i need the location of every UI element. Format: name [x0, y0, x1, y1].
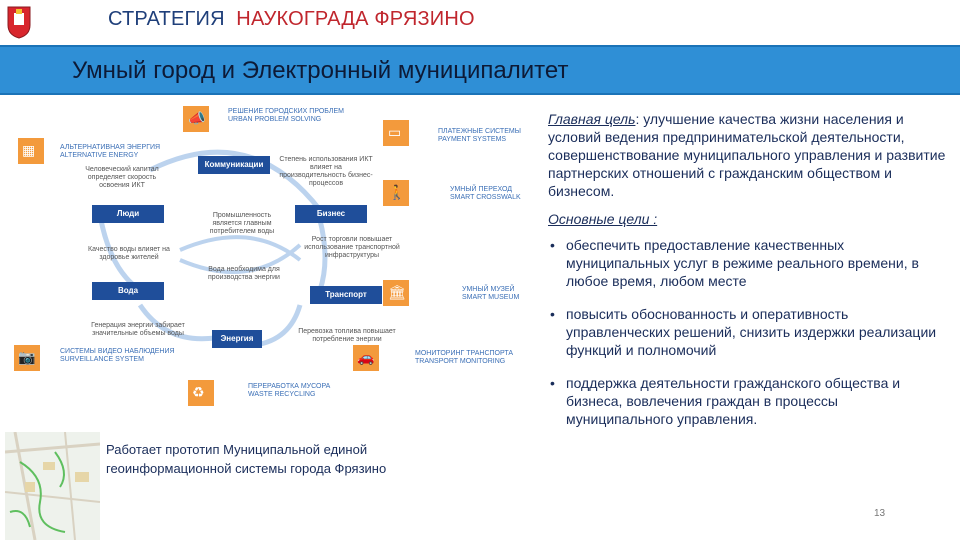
caption-payment [438, 128, 538, 144]
caption-waste [248, 383, 368, 399]
caption-crosswalk-ru: УМНЫЙ ПЕРЕХОД [450, 186, 513, 193]
solar-panel-icon: ▦ [22, 142, 36, 158]
caption-museum-ru: УМНЫЙ МУЗЕЙ [462, 286, 515, 293]
caption-crosswalk [450, 186, 540, 202]
page-title [108, 8, 475, 31]
goals-panel [548, 110, 948, 443]
caption-payment-en: PAYMENT SYSTEMS [438, 136, 507, 143]
note-water-health: Качество воды влияет на здоровье жителей [88, 246, 170, 261]
caption-payment-ru: ПЛАТЕЖНЫЕ СИСТЕМЫ [438, 128, 521, 135]
caption-waste-ru: ПЕРЕРАБОТКА МУСОРА [248, 383, 331, 390]
title-part-2: НАУКОГРАДА ФРЯЗИНО [236, 8, 475, 30]
note-ict-business: Степень использования ИКТ влияет на производительность бизнес-процессов [279, 156, 373, 187]
note-trade-transport: Рост торговли повышает использование транспортной инфраструктуры [304, 236, 400, 259]
caption-video-en: SURVEILLANCE SYSTEM [60, 356, 144, 363]
traffic-icon: 🚗 [357, 349, 375, 365]
page-number: 13 [874, 508, 886, 519]
caption-transport-monitoring [415, 350, 535, 366]
caption-alt-energy-en: ALTERNATIVE ENERGY [60, 152, 139, 159]
node-communications: Коммуникации [198, 156, 270, 174]
caption-alt-energy-ru: АЛЬТЕРНАТИВНАЯ ЭНЕРГИЯ [60, 144, 161, 151]
caption-alt-energy [60, 144, 180, 160]
smart-city-diagram [0, 100, 540, 420]
banner-title: Умный город и Электронный муниципалитет [72, 57, 569, 84]
note-water-energy: Вода необходима для производства энергии [208, 266, 280, 281]
caption-problem [228, 108, 378, 124]
goals-list [548, 236, 948, 428]
main-goal [548, 110, 948, 200]
caption-video [60, 348, 190, 364]
megaphone-icon: 📣 [188, 110, 206, 126]
caption-transport-monitoring-ru: МОНИТОРИНГ ТРАНСПОРТА [415, 350, 514, 357]
caption-problem-en: URBAN PROBLEM SOLVING [228, 116, 322, 123]
note-human-capital: Человеческий капитал определяет скорость освоения ИКТ [85, 166, 159, 189]
list-item: • поддержка деятельности гражданского общества и бизнеса, вовлечения граждан в процессы муниципального управления. [548, 374, 948, 428]
title-part-1: СТРАТЕГИЯ [108, 8, 225, 30]
node-people: Люди [92, 205, 164, 223]
caption-waste-en: WASTE RECYCLING [248, 391, 316, 398]
museum-icon: 🏛 [388, 284, 406, 300]
node-transport: Транспорт [310, 286, 382, 304]
section-banner [0, 45, 960, 95]
caption-video-ru: СИСТЕМЫ ВИДЕО НАБЛЮДЕНИЯ [60, 348, 175, 355]
camera-icon: 📷 [18, 349, 36, 365]
node-energy: Энергия [212, 330, 262, 348]
crosswalk-icon: 🚶 [388, 184, 406, 200]
payment-card-icon: ▭ [388, 124, 402, 140]
note-industry-water: Промышленность является главным потребителем воды [209, 212, 275, 235]
caption-crosswalk-en: SMART CROSSWALK [450, 194, 521, 201]
node-business: Бизнес [295, 205, 367, 223]
caption-museum-en: SMART MUSEUM [462, 294, 520, 301]
map-caption: Работает прототип Муниципальной единой геоинформационной системы города Фрязино [106, 442, 387, 476]
note-energy-water: Генерация энергии забирает значительные объемы воды [91, 322, 185, 337]
main-goal-text: : улучшение качества жизни населения и условий ведения предпринимательской деятельности, совершенствование муниципального управления и развитие партнерских отношений с гражданским обществом и бизнесом. [548, 111, 946, 199]
list-item: • обеспечить предоставление качественных муниципальных услуг в режиме реального времени, в любое время, любом месте [548, 236, 948, 290]
gis-map-thumbnail [5, 432, 100, 540]
recycle-icon: ♻ [192, 384, 205, 400]
caption-transport-monitoring-en: TRANSPORT MONITORING [415, 358, 506, 365]
caption-problem-ru: РЕШЕНИЕ ГОРОДСКИХ ПРОБЛЕМ [228, 108, 344, 115]
sub-goals-label: Основные цели : [548, 211, 658, 227]
main-goal-label: Главная цель [548, 111, 636, 127]
note-fuel-energy: Перевозка топлива повышает потребление энергии [298, 328, 396, 343]
city-crest-logo [6, 5, 32, 39]
list-item: • повысить обоснованность и оперативность управленческих решений, снизить издержки реализации функций и полномочий [548, 305, 948, 359]
caption-museum [462, 286, 540, 302]
node-water: Вода [92, 282, 164, 300]
